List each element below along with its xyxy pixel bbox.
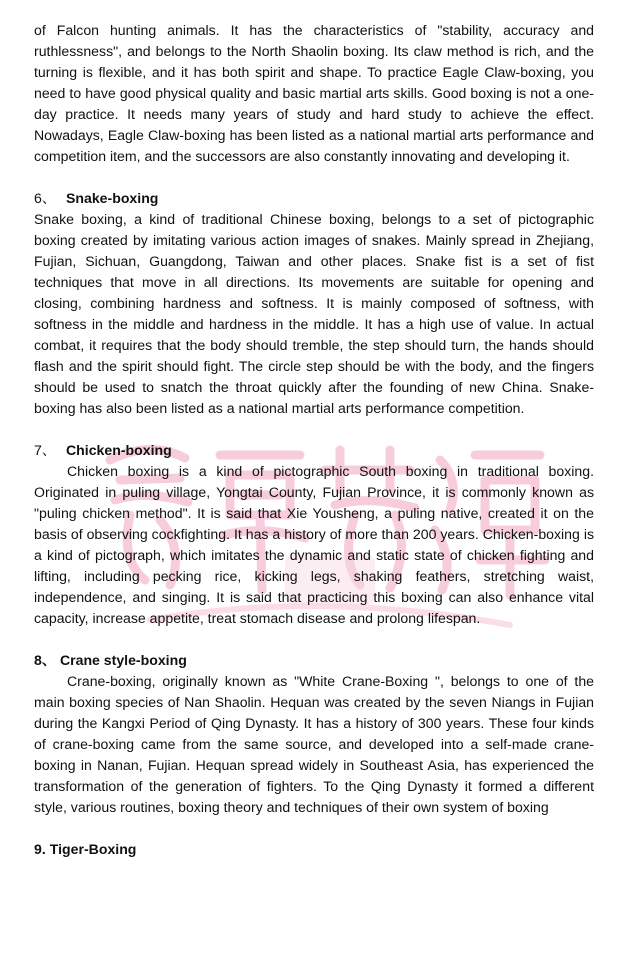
section-title: Tiger-Boxing: [49, 841, 137, 857]
section-gap: [34, 167, 594, 188]
section-title: Crane style-boxing: [59, 652, 187, 668]
section-body-crane-boxing: Crane-boxing, originally known as "White Crane-Boxing ", belongs to one of the main boxing species of Nan Shaolin. Hequan was created by the seven Niangs in Fujian during the Kangxi Period of Qing Dynasty. It has a history of 300 years. These four kinds of crane-boxing came from the same source, and developed into a self-made crane-boxing in Nanan, Fujian. Hequan spread widely in Southeast Asia, has experienced the transformation of the generation of fighters. To the Qing Dynasty it formed a different style, various routines, boxing theory and techniques of their own system of boxing: [34, 673, 594, 815]
section-gap: [34, 629, 594, 650]
section-number: 6、: [34, 190, 56, 206]
section-body-chicken-boxing: Chicken boxing is a kind of pictographic South boxing in traditional boxing. Originated in puling village, Yongtai County, Fujian Province, it is commonly known as "puling chicken method". It is said that Xie Yousheng, a puling native, created it on the basis of observing cockfighting. It has a history of more than 200 years. Chicken-boxing is a kind of pictograph, which imitates the dynamic and static state of chicken fighting and lifting, including pecking rice, kicking legs, shaking feathers, stretching waist, independence, and singing. It is said that practicing this boxing can also enhance vital capacity, increase appetite, treat stomach disease and prolong lifespan.: [34, 463, 594, 626]
section-title: Snake-boxing: [66, 190, 159, 206]
section-gap: [34, 419, 594, 440]
section-gap: [34, 818, 594, 839]
section-number: 9.: [34, 841, 46, 857]
section-heading-crane-boxing: [34, 650, 594, 671]
section-heading-tiger-boxing: [34, 839, 594, 860]
section-number: 8、: [34, 652, 56, 668]
intro-paragraph: of Falcon hunting animals. It has the characteristics of "stability, accuracy and ruthlessness", and belongs to the North Shaolin boxing. Its claw method is rich, and the turning is flexible, and it has both spirit and shape. To practice Eagle Claw-boxing, you need to have good physical quality and basic martial arts skills. Good boxing is not a one-day practice. It needs many years of study and hard study to achieve the effect. Nowadays, Eagle Claw-boxing has been listed as a national martial arts performance and competition item, and the successors are also constantly innovating and developing it.: [34, 22, 594, 164]
section-heading-chicken-boxing: [34, 440, 594, 461]
section-number: 7、: [34, 442, 56, 458]
section-heading-snake-boxing: [34, 188, 594, 209]
section-body-snake-boxing: Snake boxing, a kind of traditional Chinese boxing, belongs to a set of pictographic boxing created by imitating various action images of snakes. Mainly spread in Zhejiang, Fujian, Sichuan, Guangdong, Taiwan and other places. Snake fist is a set of fist techniques that move in all directions. Its movements are suitable for opening and closing, combining hardness and softness. It is mainly composed of softness, with softness in the middle and hardness in the middle. It has a high use of value. In actual combat, it requires that the body should tremble, the step should turn, the hands should flash and the spirit should fight. The circle step should be with the body, and the fingers should be used to snatch the throat quickly after the founding of new China. Snake-boxing has also been listed as a national martial arts performance competition.: [34, 211, 594, 416]
document-body: [34, 20, 594, 860]
section-title: Chicken-boxing: [66, 442, 172, 458]
